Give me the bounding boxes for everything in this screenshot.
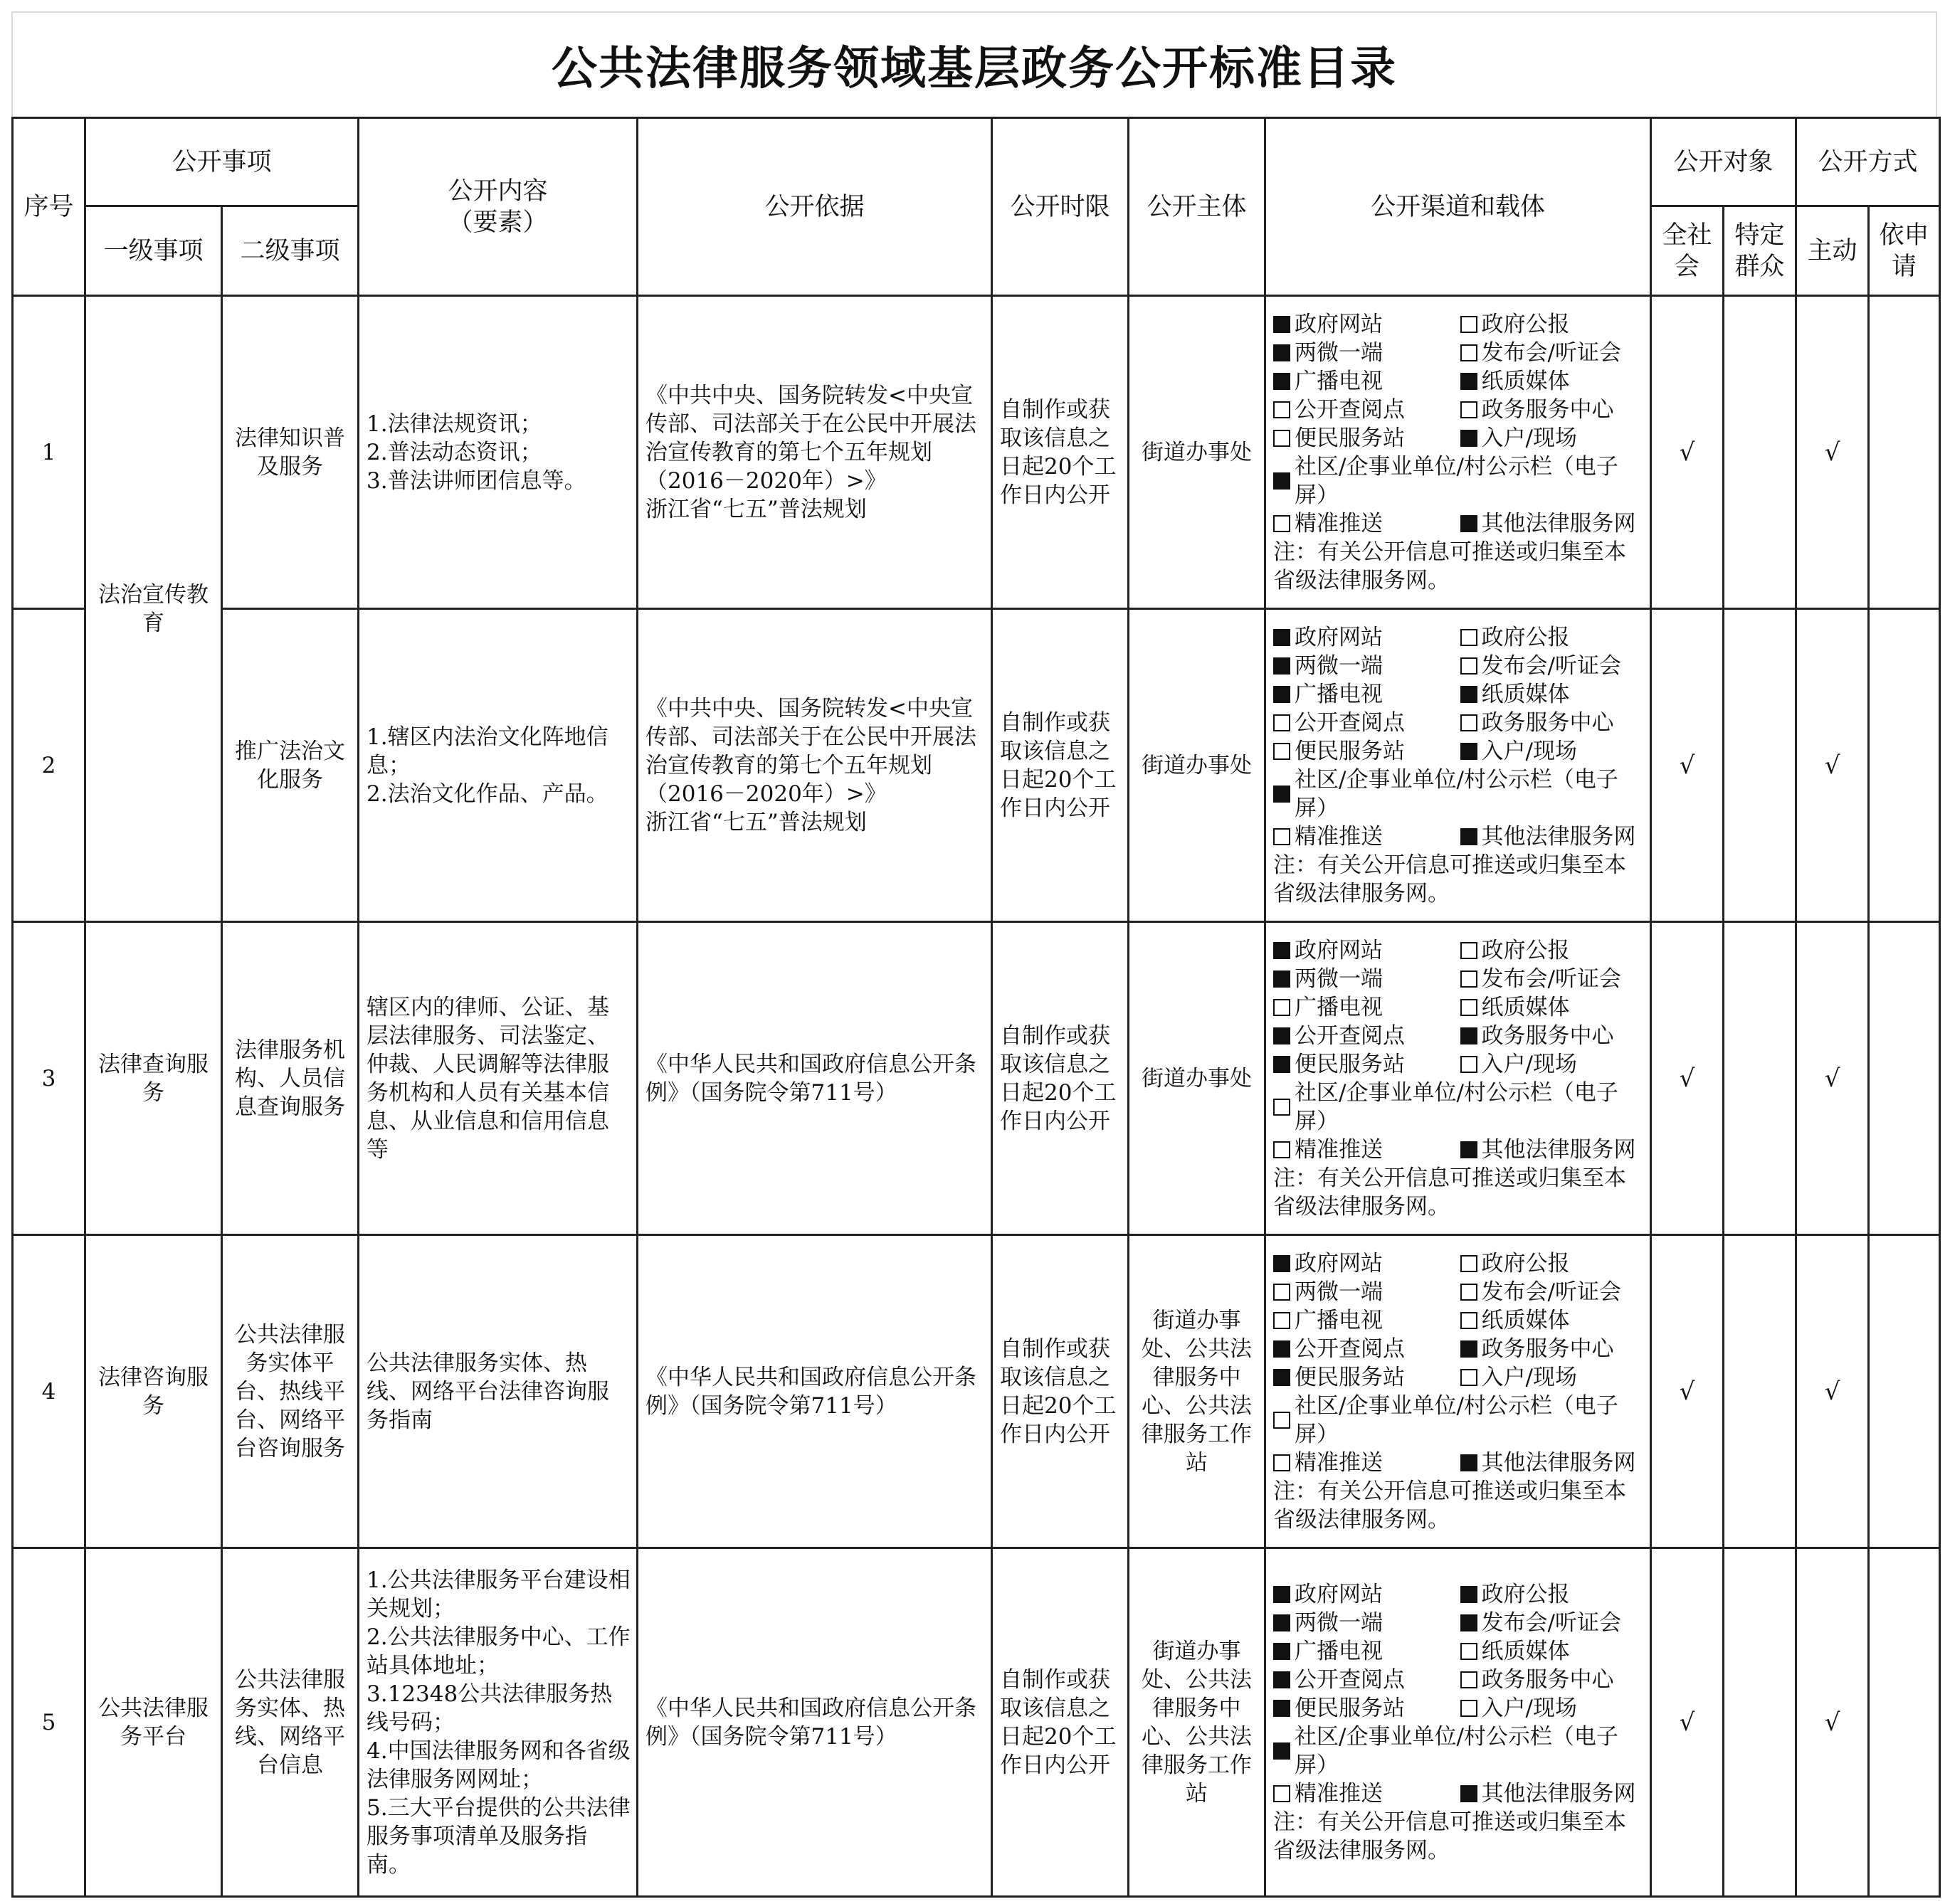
channel-label: 政务服务中心 [1481,1336,1614,1362]
row-level2: 推广法治文化服务 [222,609,359,922]
empty-box-icon [1460,1671,1477,1688]
channel-item [1460,396,1645,424]
channel-list [1273,1580,1644,1865]
row-level2: 公共法律服务实体平台、热线平台、网络平台咨询服务 [222,1235,359,1548]
checked-box-icon [1273,657,1290,675]
checked-box-icon [1273,970,1290,988]
table-body [13,296,1940,1897]
channel-label: 精准推送 [1295,823,1384,850]
channel-label: 发布会/听证会 [1481,1609,1621,1636]
checked-box-icon [1460,1586,1477,1603]
empty-box-icon [1273,1141,1290,1158]
channel-item [1273,1637,1458,1666]
row-subject: 街道办事处 [1129,609,1265,922]
checked-box-icon [1460,1027,1477,1044]
channel-list [1273,623,1644,908]
channel-item [1460,936,1645,965]
header-subject: 公开主体 [1129,118,1265,296]
channel-label: 广播电视 [1295,1307,1384,1333]
channel-item [1273,823,1458,851]
channel-label: 便民服务站 [1295,1695,1406,1721]
channel-label: 入户/现场 [1481,1695,1577,1721]
channel-label: 公开查阅点 [1295,1666,1406,1693]
channel-item [1460,1050,1645,1079]
channel-label: 公开查阅点 [1295,396,1406,423]
channel-label: 发布会/听证会 [1481,339,1621,366]
checked-box-icon [1273,629,1290,646]
header-audience: 公开对象 [1651,118,1796,206]
channel-item [1273,509,1458,538]
row-specific-group [1724,922,1796,1235]
row-time-limit: 自制作或获取该信息之日起20个工作日内公开 [992,1548,1129,1897]
row-proactive: √ [1796,1548,1869,1897]
header-level2: 二级事项 [222,206,359,296]
channel-item [1460,680,1645,709]
checked-box-icon [1460,1614,1477,1631]
channel-item [1460,1335,1645,1363]
channel-label: 公开查阅点 [1295,1336,1406,1362]
row-channels [1265,922,1651,1235]
channel-label: 政府公报 [1481,624,1570,650]
row-subject: 街道办事处 [1129,296,1265,609]
empty-box-icon [1273,1099,1290,1116]
checked-box-icon [1273,1671,1290,1688]
channel-label: 政府公报 [1481,937,1570,963]
row-proactive: √ [1796,609,1869,922]
checked-box-icon [1460,686,1477,703]
row-subject: 街道办事处、公共法律服务中心、公共法律服务工作站 [1129,1235,1265,1548]
empty-box-icon [1460,316,1477,333]
channel-item [1460,339,1645,367]
channel-label: 政府公报 [1481,311,1570,337]
channel-item [1273,1306,1458,1335]
channel-list [1273,310,1644,595]
row-content: 公共法律服务实体、热线、网络平台法律咨询服务指南 [359,1235,638,1548]
channel-label: 社区/企事业单位/村公示栏（电子屏） [1295,1392,1618,1447]
channel-label: 便民服务站 [1295,1051,1406,1077]
checked-box-icon [1273,1340,1290,1358]
channel-label: 发布会/听证会 [1481,966,1621,992]
channel-label: 政府网站 [1295,311,1384,337]
row-level1: 法律咨询服务 [85,1235,222,1548]
channel-item [1273,453,1644,509]
header-on-request: 依申 请 [1869,206,1940,296]
row-content: 1.辖区内法治文化阵地信息； 2.法治文化作品、产品。 [359,609,638,922]
checked-box-icon [1460,743,1477,760]
header-item: 公开事项 [85,118,359,206]
header-level1: 一级事项 [85,206,222,296]
row-whole-society: √ [1651,296,1724,609]
row-level1: 法律查询服务 [85,922,222,1235]
channel-item [1273,1022,1458,1050]
row-on-request [1869,1235,1940,1548]
checked-box-icon [1273,344,1290,361]
channel-item [1273,1079,1644,1136]
channel-item [1273,993,1458,1022]
channel-item [1460,823,1645,851]
empty-box-icon [1460,1056,1477,1073]
channel-label: 政府网站 [1295,937,1384,963]
channel-label: 精准推送 [1295,1449,1384,1476]
empty-box-icon [1273,999,1290,1016]
channel-item [1273,1779,1458,1808]
empty-box-icon [1460,1643,1477,1660]
channel-label: 政务服务中心 [1481,1022,1614,1049]
row-proactive: √ [1796,296,1869,609]
checked-box-icon [1273,786,1290,803]
row-level2: 法律知识普及服务 [222,296,359,609]
row-level2: 法律服务机构、人员信息查询服务 [222,922,359,1235]
empty-box-icon [1460,657,1477,675]
channel-item [1460,1136,1645,1164]
channel-item [1460,709,1645,737]
table-row [13,296,1940,609]
channel-item [1460,1306,1645,1335]
empty-box-icon [1273,1412,1290,1429]
header-basis: 公开依据 [638,118,992,296]
channel-note: 注：有关公开信息可推送或归集至本省级法律服务网。 [1273,1478,1627,1533]
checked-box-icon [1460,828,1477,845]
checked-box-icon [1273,1255,1290,1272]
channel-item [1273,1449,1458,1477]
channel-item [1273,1278,1458,1306]
channel-label: 两微一端 [1295,339,1384,366]
channel-label: 入户/现场 [1481,1051,1577,1077]
empty-box-icon [1460,344,1477,361]
checked-box-icon [1273,1643,1290,1660]
empty-box-icon [1460,1312,1477,1329]
channel-item [1273,1609,1458,1637]
checked-box-icon [1460,515,1477,532]
channel-label: 其他法律服务网 [1481,823,1636,850]
empty-box-icon [1273,430,1290,447]
checked-box-icon [1273,472,1290,490]
checked-box-icon [1273,1027,1290,1044]
channel-label: 其他法律服务网 [1481,510,1636,536]
channel-label: 广播电视 [1295,368,1384,394]
empty-box-icon [1460,942,1477,959]
channel-item [1273,623,1458,652]
channel-item [1273,1392,1644,1449]
channel-item [1460,1022,1645,1050]
channel-item [1273,1136,1458,1164]
row-seq: 1 [13,296,85,609]
channel-item [1273,965,1458,993]
row-specific-group [1724,1235,1796,1548]
header-seq: 序号 [13,118,85,296]
channel-item [1273,339,1458,367]
channel-item [1273,1666,1458,1694]
channel-note: 注：有关公开信息可推送或归集至本省级法律服务网。 [1273,539,1627,593]
row-channels [1265,1235,1651,1548]
row-basis: 《中华人民共和国政府信息公开条例》（国务院令第711号） [638,922,992,1235]
channel-label: 两微一端 [1295,1609,1384,1636]
channel-item [1273,1050,1458,1079]
empty-box-icon [1273,1284,1290,1301]
checked-box-icon [1273,1586,1290,1603]
row-content: 1.公共法律服务平台建设相关规划； 2.公共法律服务中心、工作站具体地址； 3.12348公共法律服务热线号码； 4.中国法律服务网和各省级法律服务网网址； 5.三大平台提供的公共法律服务事项清单及服务指南。 [359,1548,638,1897]
row-whole-society: √ [1651,609,1724,922]
empty-box-icon [1460,629,1477,646]
channel-label: 便民服务站 [1295,1364,1406,1390]
row-specific-group [1724,296,1796,609]
empty-box-icon [1273,1785,1290,1802]
channel-item [1460,367,1645,396]
channel-label: 其他法律服务网 [1481,1136,1636,1163]
channel-label: 广播电视 [1295,994,1384,1020]
empty-box-icon [1460,999,1477,1016]
header-proactive: 主动 [1796,206,1869,296]
row-whole-society: √ [1651,1235,1724,1548]
channel-label: 发布会/听证会 [1481,652,1621,679]
row-basis: 《中华人民共和国政府信息公开条例》（国务院令第711号） [638,1235,992,1548]
header-whole-society: 全社 会 [1651,206,1724,296]
channel-item [1460,509,1645,538]
channel-label: 社区/企事业单位/村公示栏（电子屏） [1295,1079,1618,1134]
checked-box-icon [1273,1700,1290,1717]
channel-item [1460,1580,1645,1609]
channel-label: 发布会/听证会 [1481,1279,1621,1305]
channel-item [1460,965,1645,993]
channel-label: 纸质媒体 [1481,681,1570,707]
table-row [13,1235,1940,1548]
channel-label: 政府网站 [1295,1581,1384,1607]
channel-item [1460,424,1645,453]
channel-label: 政府网站 [1295,624,1384,650]
channel-label: 其他法律服务网 [1481,1449,1636,1476]
empty-box-icon [1460,714,1477,731]
checked-box-icon [1273,1056,1290,1073]
channel-label: 两微一端 [1295,652,1384,679]
channel-item [1460,1637,1645,1666]
empty-box-icon [1273,401,1290,418]
row-on-request [1869,1548,1940,1897]
channel-item [1460,1449,1645,1477]
channel-note: 注：有关公开信息可推送或归集至本省级法律服务网。 [1273,1165,1627,1220]
header-specific-group: 特定 群众 [1724,206,1796,296]
channel-label: 便民服务站 [1295,425,1406,451]
row-basis: 《中共中央、国务院转发<中央宣传部、司法部关于在公民中开展法治宣传教育的第七个五年规划（2016－2020年）>》 浙江省“七五”普法规划 [638,609,992,922]
channel-item [1460,1694,1645,1723]
channel-item [1273,680,1458,709]
checked-box-icon [1460,1141,1477,1158]
row-proactive: √ [1796,922,1869,1235]
channel-label: 社区/企事业单位/村公示栏（电子屏） [1295,453,1618,508]
table-row [13,609,1940,922]
channel-label: 政府公报 [1481,1581,1570,1607]
row-specific-group [1724,609,1796,922]
channel-label: 精准推送 [1295,510,1384,536]
checked-box-icon [1273,316,1290,333]
checked-box-icon [1460,1785,1477,1802]
channel-label: 纸质媒体 [1481,1638,1570,1664]
channel-item [1273,1580,1458,1609]
channel-label: 广播电视 [1295,1638,1384,1664]
row-on-request [1869,296,1940,609]
row-on-request [1869,922,1940,1235]
channel-item [1273,396,1458,424]
channel-item [1460,652,1645,680]
channel-label: 公开查阅点 [1295,709,1406,736]
checked-box-icon [1273,1742,1290,1760]
row-on-request [1869,609,1940,922]
row-proactive: √ [1796,1235,1869,1548]
channel-item [1273,936,1458,965]
checked-box-icon [1460,373,1477,390]
channel-item [1460,1363,1645,1392]
checked-box-icon [1273,373,1290,390]
row-seq: 2 [13,609,85,922]
row-whole-society: √ [1651,1548,1724,1897]
channel-list [1273,1249,1644,1534]
row-time-limit: 自制作或获取该信息之日起20个工作日内公开 [992,296,1129,609]
channel-label: 纸质媒体 [1481,1307,1570,1333]
channel-note: 注：有关公开信息可推送或归集至本省级法律服务网。 [1273,852,1627,906]
page-title: 公共法律服务领域基层政务公开标准目录 [11,11,1937,117]
row-channels [1265,296,1651,609]
header-channel: 公开渠道和载体 [1265,118,1651,296]
empty-box-icon [1460,1284,1477,1301]
checked-box-icon [1460,1340,1477,1358]
channel-item [1460,1249,1645,1278]
table-row [13,1548,1940,1897]
channel-label: 政府网站 [1295,1250,1384,1276]
row-level1: 公共法律服务平台 [85,1548,222,1897]
channel-label: 政务服务中心 [1481,396,1614,423]
channel-item [1273,367,1458,396]
row-seq: 3 [13,922,85,1235]
channel-item [1273,1363,1458,1392]
channel-label: 公开查阅点 [1295,1022,1406,1049]
header-method: 公开方式 [1796,118,1940,206]
channel-item [1273,1249,1458,1278]
row-channels [1265,1548,1651,1897]
empty-box-icon [1273,515,1290,532]
empty-box-icon [1460,970,1477,988]
checked-box-icon [1273,686,1290,703]
channel-item [1460,623,1645,652]
row-seq: 5 [13,1548,85,1897]
channel-label: 两微一端 [1295,966,1384,992]
channel-label: 入户/现场 [1481,738,1577,764]
row-time-limit: 自制作或获取该信息之日起20个工作日内公开 [992,1235,1129,1548]
channel-item [1460,1609,1645,1637]
channel-item [1460,310,1645,339]
channel-item [1273,424,1458,453]
empty-box-icon [1460,1369,1477,1386]
channel-label: 其他法律服务网 [1481,1780,1636,1807]
row-specific-group [1724,1548,1796,1897]
checked-box-icon [1273,1614,1290,1631]
empty-box-icon [1273,828,1290,845]
table-row [13,922,1940,1235]
checked-box-icon [1273,1369,1290,1386]
channel-item [1460,1278,1645,1306]
row-content: 1.法律法规资讯； 2.普法动态资讯； 3.普法讲师团信息等。 [359,296,638,609]
empty-box-icon [1460,401,1477,418]
row-content: 辖区内的律师、公证、基层法律服务、司法鉴定、仲裁、人民调解等法律服务机构和人员有关基本信息、从业信息和信用信息等 [359,922,638,1235]
row-time-limit: 自制作或获取该信息之日起20个工作日内公开 [992,609,1129,922]
channel-label: 入户/现场 [1481,1364,1577,1390]
channel-label: 政府公报 [1481,1250,1570,1276]
empty-box-icon [1273,743,1290,760]
channel-label: 社区/企事业单位/村公示栏（电子屏） [1295,766,1618,821]
row-basis: 《中华人民共和国政府信息公开条例》（国务院令第711号） [638,1548,992,1897]
channel-label: 纸质媒体 [1481,994,1570,1020]
header-time-limit: 公开时限 [992,118,1129,296]
channel-item [1273,1694,1458,1723]
channel-item [1273,737,1458,766]
channel-item [1460,993,1645,1022]
channel-item [1273,709,1458,737]
channel-list [1273,936,1644,1221]
channel-label: 广播电视 [1295,681,1384,707]
row-level1: 法治宣传教育 [85,296,222,922]
row-time-limit: 自制作或获取该信息之日起20个工作日内公开 [992,922,1129,1235]
channel-label: 政务服务中心 [1481,1666,1614,1693]
channel-label: 精准推送 [1295,1136,1384,1163]
channel-item [1273,310,1458,339]
row-level2: 公共法律服务实体、热线、网络平台信息 [222,1548,359,1897]
channel-label: 社区/企事业单位/村公示栏（电子屏） [1295,1723,1618,1778]
channel-label: 便民服务站 [1295,738,1406,764]
row-seq: 4 [13,1235,85,1548]
row-basis: 《中共中央、国务院转发<中央宣传部、司法部关于在公民中开展法治宣传教育的第七个五年规划（2016－2020年）>》 浙江省“七五”普法规划 [638,296,992,609]
empty-box-icon [1460,1700,1477,1717]
row-channels [1265,609,1651,922]
channel-label: 两微一端 [1295,1279,1384,1305]
checked-box-icon [1273,942,1290,959]
channel-item [1460,1666,1645,1694]
channel-item [1273,766,1644,823]
channel-item [1273,1335,1458,1363]
empty-box-icon [1273,714,1290,731]
row-subject: 街道办事处、公共法律服务中心、公共法律服务工作站 [1129,1548,1265,1897]
channel-label: 纸质媒体 [1481,368,1570,394]
checked-box-icon [1460,430,1477,447]
checked-box-icon [1460,1454,1477,1471]
channel-item [1460,737,1645,766]
channel-label: 精准推送 [1295,1780,1384,1807]
row-whole-society: √ [1651,922,1724,1235]
row-subject: 街道办事处 [1129,922,1265,1235]
channel-label: 政务服务中心 [1481,709,1614,736]
channel-label: 入户/现场 [1481,425,1577,451]
header-content: 公开内容 （要素） [359,118,638,296]
channel-item [1460,1779,1645,1808]
channel-item [1273,652,1458,680]
channel-note: 注：有关公开信息可推送或归集至本省级法律服务网。 [1273,1809,1627,1863]
empty-box-icon [1273,1312,1290,1329]
empty-box-icon [1460,1255,1477,1272]
channel-item [1273,1723,1644,1779]
empty-box-icon [1273,1454,1290,1471]
catalog-table [11,117,1941,1898]
